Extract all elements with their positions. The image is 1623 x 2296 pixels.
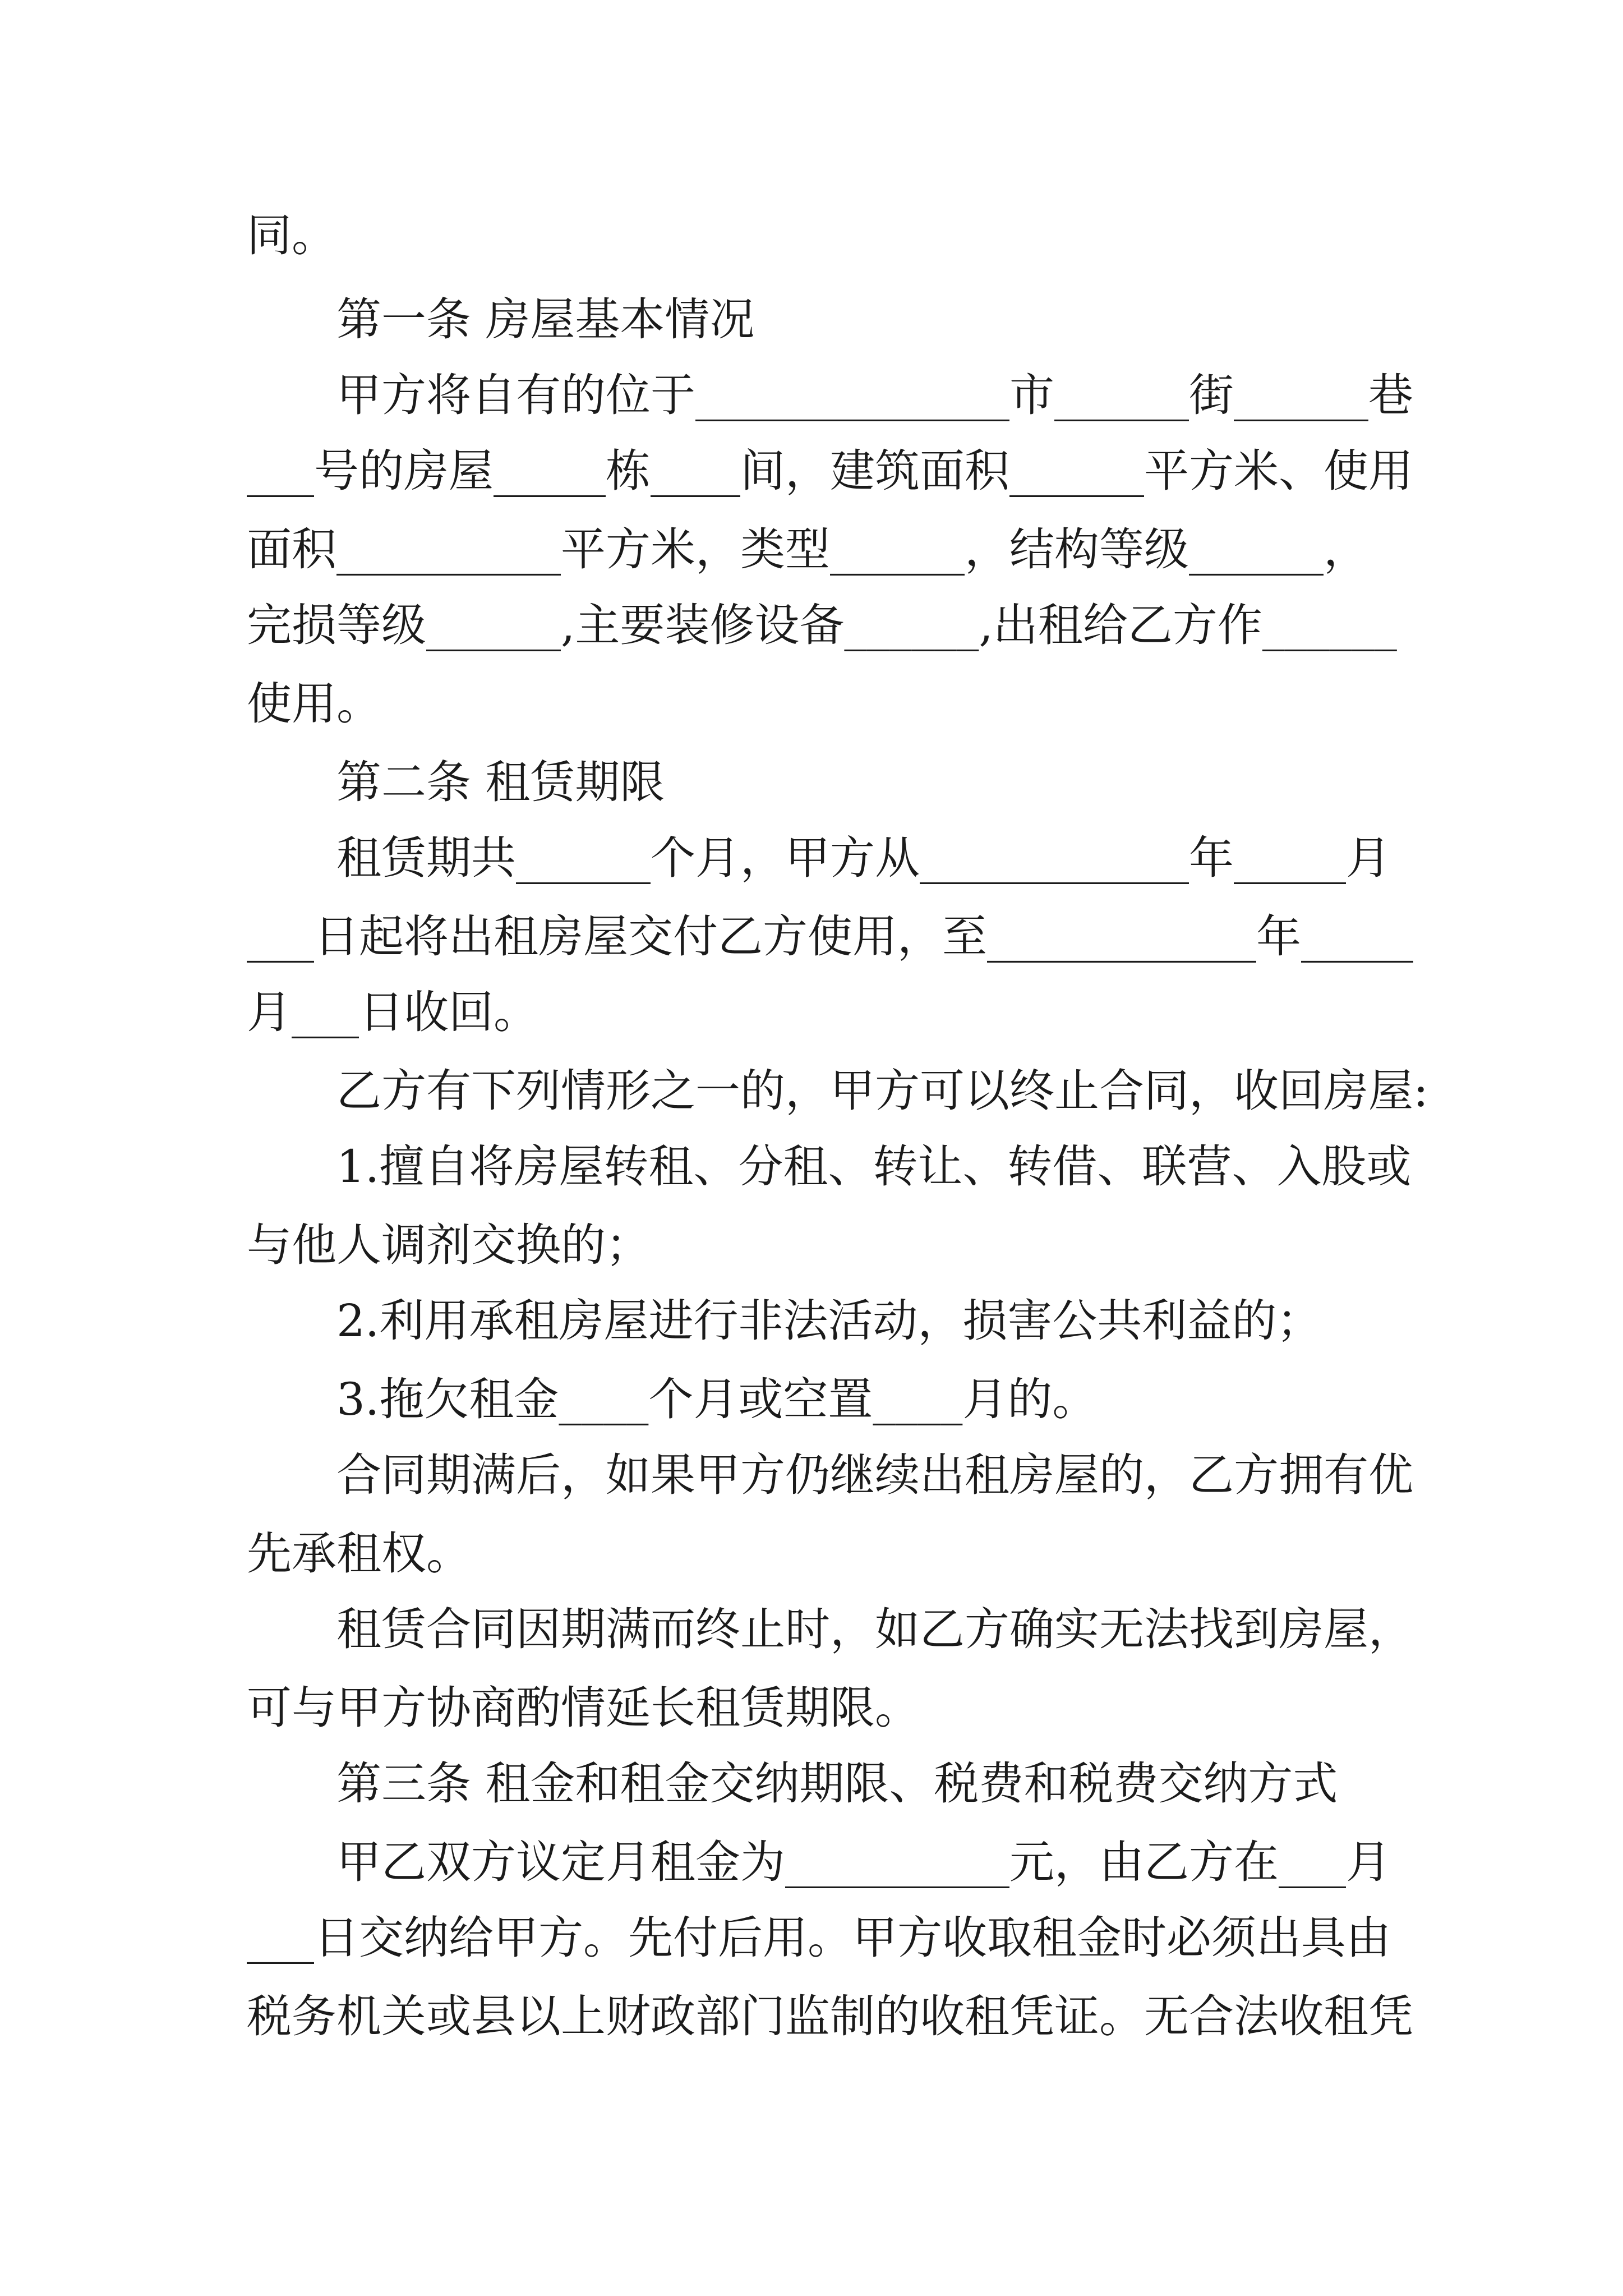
text-line: 面积__________平方米，类型______，结构等级______， (247, 523, 1368, 576)
text-line: 使用。 (247, 678, 381, 730)
text-line: ___日交纳给甲方。先付后用。甲方收取租金时必须出具由 (247, 1912, 1391, 1964)
text-line: 租赁期共______个月，甲方从____________年_____月 (336, 832, 1391, 884)
text-line: 先承租权。 (247, 1527, 471, 1580)
text-line: 可与甲方协商酌情延长租赁期限。 (247, 1682, 920, 1734)
text-line: 同。 (247, 209, 336, 261)
text-line: 合同期满后，如果甲方仍继续出租房屋的，乙方拥有优 (336, 1449, 1413, 1501)
text-line: 甲方将自有的位于______________市______街______巷 (336, 369, 1413, 421)
text-line: 与他人调剂交换的； (247, 1219, 651, 1271)
list-item: 1.擅自将房屋转租、分租、转让、转借、联营、入股或 (336, 1140, 1412, 1193)
list-item: 3.拖欠租金____个月或空置____月的。 (336, 1373, 1098, 1425)
article-heading: 第三条 租金和租金交纳期限、税费和税费交纳方式 (336, 1757, 1338, 1810)
list-item: 2.利用承租房屋进行非法活动，损害公共利益的； (336, 1295, 1322, 1347)
text-line: 租赁合同因期满而终止时，如乙方确实无法找到房屋， (336, 1603, 1413, 1655)
article-heading: 第一条 房屋基本情况 (336, 293, 755, 346)
text-line: 税务机关或县以上财政部门监制的收租凭证。无合法收租凭 (247, 1990, 1413, 2042)
text-line: 完损等级______,主要装修设备______,出租给乙方作______ (247, 599, 1397, 651)
text-line: ___日起将出租房屋交付乙方使用，至____________年_____ (247, 910, 1413, 963)
text-line: 甲乙双方议定月租金为__________元，由乙方在___月 (336, 1836, 1391, 1888)
article-heading: 第二条 租赁期限 (336, 756, 665, 808)
text-line: 乙方有下列情形之一的，甲方可以终止合同，收回房屋: (336, 1065, 1428, 1117)
text-line: 月___日收回。 (247, 986, 538, 1038)
text-line: ___号的房屋_____栋____间，建筑面积______平方米、使用 (247, 445, 1413, 497)
